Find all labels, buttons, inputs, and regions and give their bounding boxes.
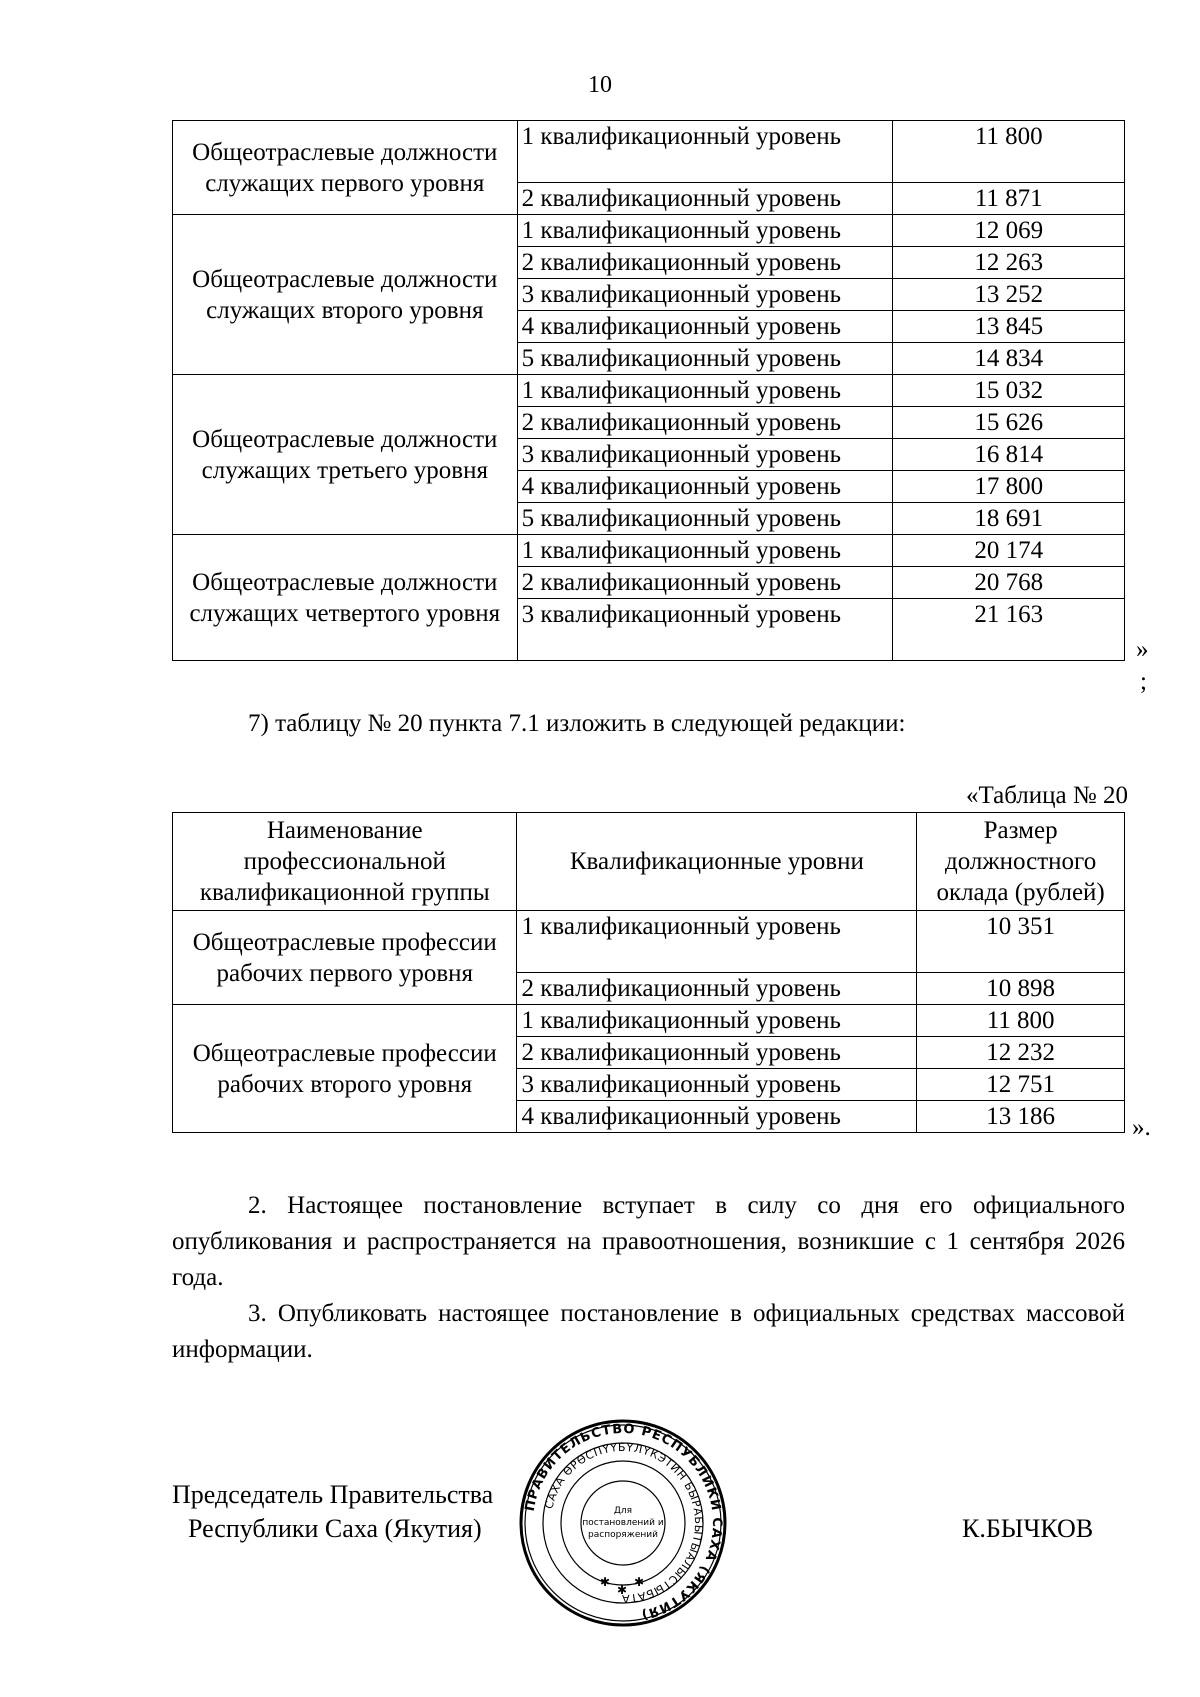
- group-name-cell: Общеотраслевые должности служащих второго уровня: [173, 215, 518, 375]
- seal-outer-text: ПРАВИТЕЛЬСТВО РЕСПУБЛИКИ САХА (ЯКУТИЯ): [522, 1421, 725, 1623]
- level-cell: 2 квалификационный уровень: [517, 973, 917, 1005]
- level-cell: 3 квалификационный уровень: [517, 279, 893, 311]
- salary-cell: 13 845: [893, 311, 1125, 343]
- signatory-title-line2: Республики Саха (Якутия): [188, 1514, 482, 1543]
- level-cell: 5 квалификационный уровень: [517, 503, 893, 535]
- salary-cell: 20 174: [893, 535, 1125, 567]
- salary-cell: 12 263: [893, 247, 1125, 279]
- paragraph-3-text: 3. Опубликовать настоящее постановление в официальных средствах массовой информации.: [172, 1300, 1125, 1363]
- salary-table-employees: [172, 120, 1125, 661]
- header-levels: Квалификационные уровни: [517, 813, 917, 911]
- salary-cell: 12 751: [917, 1069, 1125, 1101]
- salary-cell: 15 032: [893, 375, 1125, 407]
- table-row: [173, 375, 1125, 407]
- official-seal-stamp: [518, 1418, 728, 1628]
- paragraph-2-text: 2. Настоящее постановление вступает в силу со дня его официального опубликования и распространяется на правоотношения, возникшие с 1 сентября 2026 года.: [172, 1192, 1125, 1291]
- level-cell: 5 квалификационный уровень: [517, 343, 893, 375]
- signatory-name: К.БЫЧКОВ: [962, 1514, 1094, 1543]
- table-row: [173, 911, 1125, 973]
- table2-closing: ».: [1132, 1114, 1151, 1141]
- group-name-cell: Общеотраслевые должности служащих первого уровня: [173, 121, 518, 215]
- header-salary: Размер должностного оклада (рублей): [917, 813, 1125, 911]
- level-cell: 2 квалификационный уровень: [517, 1037, 917, 1069]
- level-cell: 4 квалификационный уровень: [517, 311, 893, 343]
- item-7-text: 7) таблицу № 20 пункта 7.1 изложить в следующей редакции:: [248, 710, 906, 737]
- level-cell: 1 квалификационный уровень: [517, 215, 893, 247]
- header-group-name: Наименование профессиональной квалификационной группы: [173, 813, 517, 911]
- salary-cell: 14 834: [893, 343, 1125, 375]
- salary-cell: 13 252: [893, 279, 1125, 311]
- level-cell: 1 квалификационный уровень: [517, 375, 893, 407]
- level-cell: 3 квалификационный уровень: [517, 1069, 917, 1101]
- seal-star-icon: ✱: [617, 1583, 628, 1597]
- table2-caption: «Таблица № 20: [965, 782, 1128, 809]
- level-cell: 2 квалификационный уровень: [517, 183, 893, 215]
- seal-center-line3: распоряжений: [588, 1530, 658, 1540]
- level-cell: 4 квалификационный уровень: [517, 471, 893, 503]
- salary-cell: 12 232: [917, 1037, 1125, 1069]
- group-name-cell: Общеотраслевые профессии рабочих первого уровня: [173, 911, 517, 1005]
- signatory-title-line1: Председатель Правительства: [172, 1480, 494, 1509]
- salary-cell: 10 351: [917, 911, 1125, 973]
- table-row: [173, 535, 1125, 567]
- level-cell: 2 квалификационный уровень: [517, 247, 893, 279]
- salary-cell: 11 871: [893, 183, 1125, 215]
- salary-cell: 11 800: [917, 1005, 1125, 1037]
- salary-cell: 21 163: [893, 599, 1125, 661]
- table1-closing-semicolon: ;: [1140, 668, 1147, 695]
- level-cell: 1 квалификационный уровень: [517, 911, 917, 973]
- salary-cell: 11 800: [893, 121, 1125, 183]
- group-name-cell: Общеотраслевые должности служащих четвертого уровня: [173, 535, 518, 661]
- table1-closing-quote: »: [1136, 636, 1149, 663]
- salary-cell: 15 626: [893, 407, 1125, 439]
- level-cell: 1 квалификационный уровень: [517, 121, 893, 183]
- seal-star-icon: ✱: [634, 1575, 645, 1589]
- level-cell: 1 квалификационный уровень: [517, 535, 893, 567]
- salary-cell: 17 800: [893, 471, 1125, 503]
- salary-cell: 18 691: [893, 503, 1125, 535]
- salary-table-workers: [172, 812, 1125, 1133]
- page-number: 10: [588, 72, 612, 98]
- salary-cell: 20 768: [893, 567, 1125, 599]
- paragraph-2: [172, 1188, 1125, 1296]
- seal-inner-text: САХА ӨРӨСПҮҮБҮЛҮКЭТИН БЫРАБЫТЫАЛЫСТЫБАТА: [542, 1440, 706, 1606]
- level-cell: 4 квалификационный уровень: [517, 1101, 917, 1133]
- paragraph-3: [172, 1296, 1125, 1368]
- salary-cell: 16 814: [893, 439, 1125, 471]
- seal-center-line1: Для: [613, 1506, 633, 1516]
- salary-cell: 13 186: [917, 1101, 1125, 1133]
- level-cell: 2 квалификационный уровень: [517, 567, 893, 599]
- seal-center-line2: постановлений и: [582, 1518, 664, 1528]
- salary-cell: 12 069: [893, 215, 1125, 247]
- level-cell: 3 квалификационный уровень: [517, 599, 893, 661]
- group-name-cell: Общеотраслевые должности служащих третьего уровня: [173, 375, 518, 535]
- group-name-cell: Общеотраслевые профессии рабочих второго уровня: [173, 1005, 517, 1133]
- level-cell: 3 квалификационный уровень: [517, 439, 893, 471]
- seal-star-icon: ✱: [600, 1575, 611, 1589]
- level-cell: 1 квалификационный уровень: [517, 1005, 917, 1037]
- table-row: [173, 1005, 1125, 1037]
- salary-cell: 10 898: [917, 973, 1125, 1005]
- table-row: [173, 121, 1125, 183]
- level-cell: 2 квалификационный уровень: [517, 407, 893, 439]
- table-row: [173, 215, 1125, 247]
